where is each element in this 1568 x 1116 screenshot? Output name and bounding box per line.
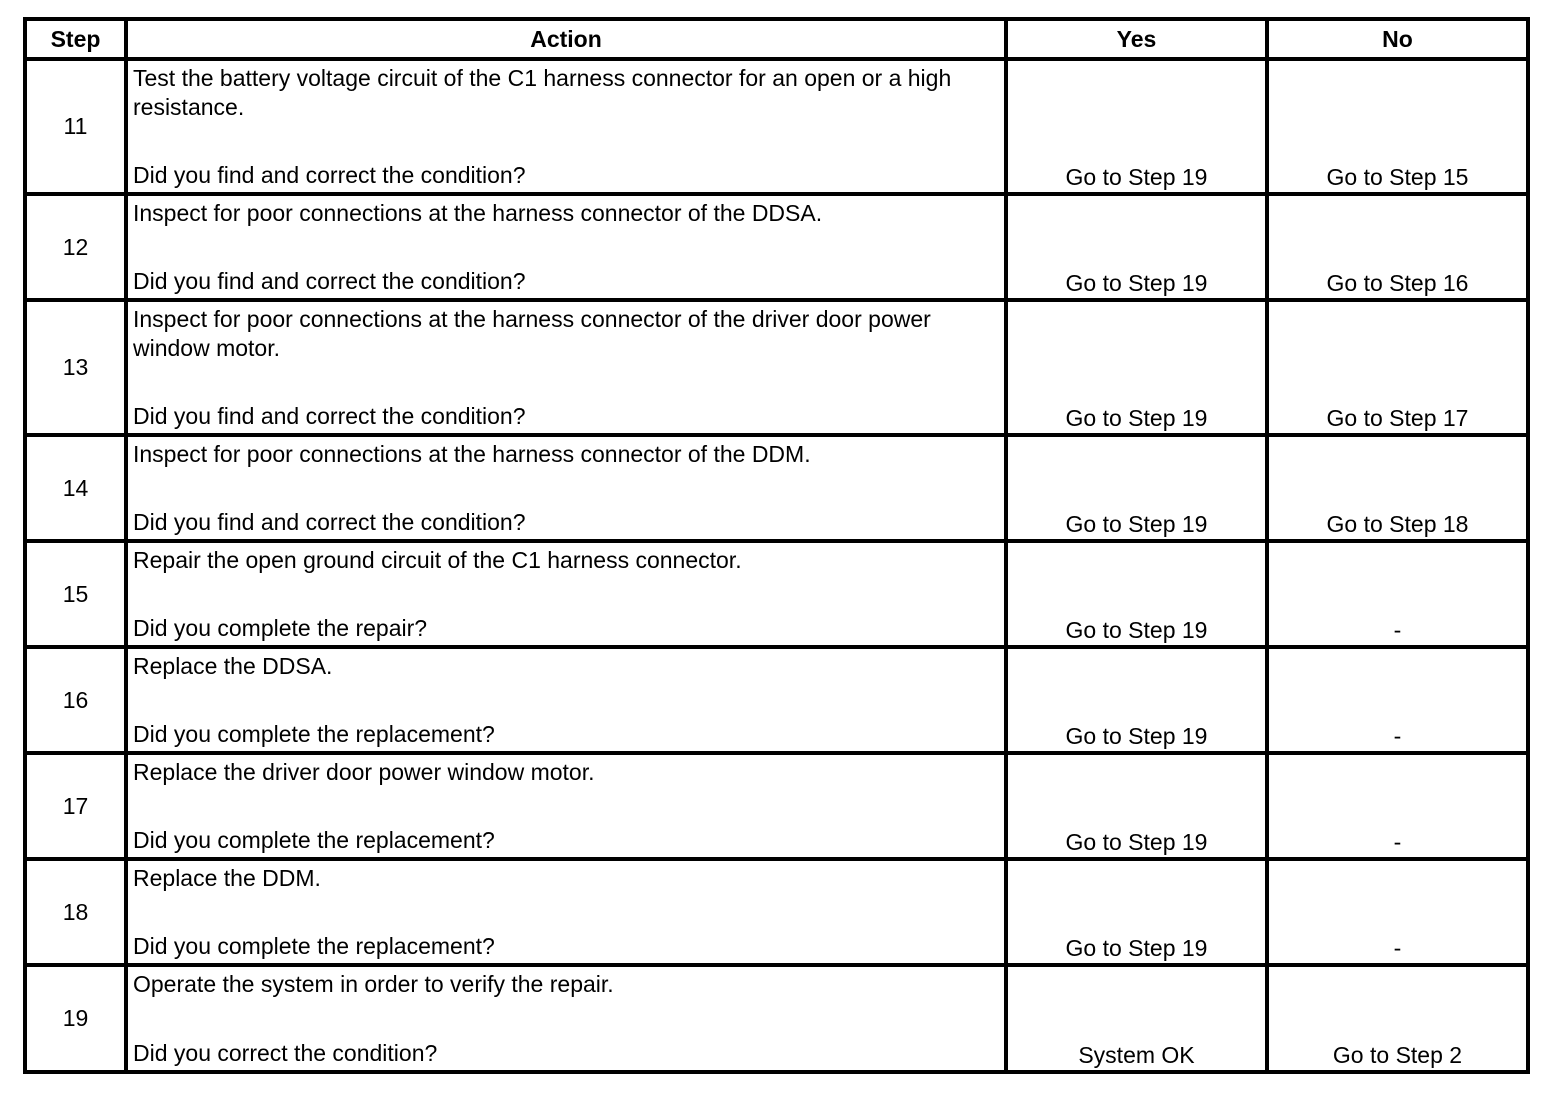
no-result: - bbox=[1267, 859, 1528, 965]
yes-result: Go to Step 19 bbox=[1006, 647, 1267, 753]
table-row bbox=[25, 647, 1528, 753]
yes-result: Go to Step 19 bbox=[1006, 541, 1267, 647]
yes-result: Go to Step 19 bbox=[1006, 753, 1267, 859]
step-number: 17 bbox=[25, 753, 126, 859]
step-number: 14 bbox=[25, 435, 126, 541]
action-question: Did you find and correct the condition? bbox=[133, 509, 526, 535]
step-number: 16 bbox=[25, 647, 126, 753]
yes-result: Go to Step 19 bbox=[1006, 859, 1267, 965]
action-question: Did you complete the replacement? bbox=[133, 933, 495, 959]
action-question: Did you find and correct the condition? bbox=[133, 268, 526, 294]
yes-result: Go to Step 19 bbox=[1006, 435, 1267, 541]
action-cell bbox=[126, 859, 1006, 965]
action-question: Did you find and correct the condition? bbox=[133, 162, 526, 188]
action-instruction: Operate the system in order to verify the repair. bbox=[133, 971, 614, 997]
step-number: 15 bbox=[25, 541, 126, 647]
step-number: 13 bbox=[25, 300, 126, 435]
diagnostic-table bbox=[23, 17, 1530, 1074]
header-yes: Yes bbox=[1006, 19, 1267, 59]
action-instruction: Inspect for poor connections at the harness connector of the DDSA. bbox=[133, 200, 823, 226]
no-result: Go to Step 2 bbox=[1267, 965, 1528, 1072]
action-cell bbox=[126, 753, 1006, 859]
action-cell bbox=[126, 541, 1006, 647]
action-cell bbox=[126, 300, 1006, 435]
header-action: Action bbox=[126, 19, 1006, 59]
table-row bbox=[25, 541, 1528, 647]
action-instruction: Inspect for poor connections at the harness connector of the driver door power window motor. bbox=[133, 306, 931, 361]
no-result: Go to Step 15 bbox=[1267, 59, 1528, 194]
no-result: - bbox=[1267, 541, 1528, 647]
action-instruction: Repair the open ground circuit of the C1 harness connector. bbox=[133, 547, 742, 573]
header-no: No bbox=[1267, 19, 1528, 59]
action-question: Did you correct the condition? bbox=[133, 1040, 438, 1066]
no-result: Go to Step 18 bbox=[1267, 435, 1528, 541]
no-result: Go to Step 16 bbox=[1267, 194, 1528, 300]
action-instruction: Inspect for poor connections at the harness connector of the DDM. bbox=[133, 441, 811, 467]
action-cell bbox=[126, 965, 1006, 1072]
table-row bbox=[25, 965, 1528, 1072]
step-number: 18 bbox=[25, 859, 126, 965]
table-row bbox=[25, 435, 1528, 541]
action-cell bbox=[126, 435, 1006, 541]
action-instruction: Test the battery voltage circuit of the C1 harness connector for an open or a high resistance. bbox=[133, 65, 952, 120]
action-cell bbox=[126, 59, 1006, 194]
step-number: 19 bbox=[25, 965, 126, 1072]
header-step: Step bbox=[25, 19, 126, 59]
step-number: 11 bbox=[25, 59, 126, 194]
header-row bbox=[25, 19, 1528, 59]
action-cell bbox=[126, 194, 1006, 300]
action-instruction: Replace the DDSA. bbox=[133, 653, 333, 679]
action-question: Did you complete the repair? bbox=[133, 615, 428, 641]
action-instruction: Replace the driver door power window motor. bbox=[133, 759, 595, 785]
yes-result: Go to Step 19 bbox=[1006, 194, 1267, 300]
yes-result: Go to Step 19 bbox=[1006, 300, 1267, 435]
table-row bbox=[25, 194, 1528, 300]
no-result: Go to Step 17 bbox=[1267, 300, 1528, 435]
table-row bbox=[25, 59, 1528, 194]
yes-result: System OK bbox=[1006, 965, 1267, 1072]
no-result: - bbox=[1267, 753, 1528, 859]
table-row bbox=[25, 859, 1528, 965]
action-question: Did you find and correct the condition? bbox=[133, 403, 526, 429]
yes-result: Go to Step 19 bbox=[1006, 59, 1267, 194]
action-cell bbox=[126, 647, 1006, 753]
step-number: 12 bbox=[25, 194, 126, 300]
table-row bbox=[25, 300, 1528, 435]
table-row bbox=[25, 753, 1528, 859]
action-question: Did you complete the replacement? bbox=[133, 827, 495, 853]
action-instruction: Replace the DDM. bbox=[133, 865, 321, 891]
no-result: - bbox=[1267, 647, 1528, 753]
action-question: Did you complete the replacement? bbox=[133, 721, 495, 747]
